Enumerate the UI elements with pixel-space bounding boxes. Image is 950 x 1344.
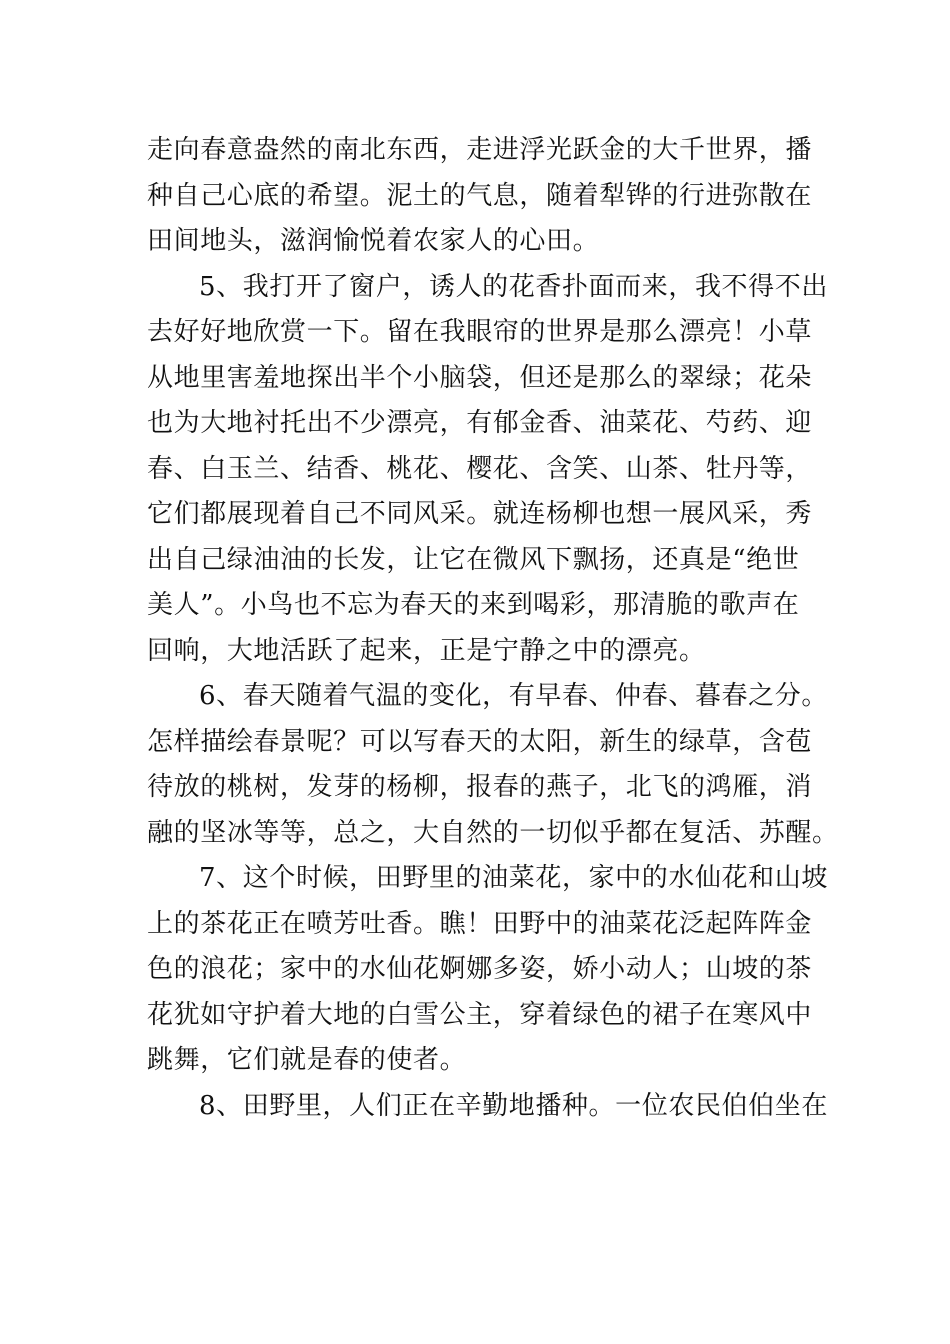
text-line: 田间地头，滋润愉悦着农家人的心田。 (147, 226, 600, 256)
text-line: 回响，大地活跃了起来，正是宁静之中的漂亮。 (147, 635, 706, 666)
text-line: 去好好地欣赏一下。留在我眼帘的世界是那么漂亮！小草 (147, 317, 813, 347)
text-line: 花犹如守护着大地的白雪公主，穿着绿色的裙子在寒风中 (147, 999, 813, 1030)
text-line: 融的坚冰等等，总之，大自然的一切似乎都在复活、苏醒。 (147, 817, 839, 848)
text-line: 上的茶花正在喷芳吐香。瞧！田野中的油菜花泛起阵阵金 (147, 908, 813, 939)
paragraph-6-start: 6、春天随着气温的变化，有早春、仲春、暮春之分。 (199, 681, 828, 711)
text-line: 美人”。小鸟也不忘为春天的来到喝彩，那清脆的歌声在 (147, 590, 800, 620)
text-line: 走向春意盎然的南北东西，走进浮光跃金的大千世界，播 (147, 135, 813, 165)
text-line: 也为大地衬托出不少漂亮，有郁金香、油菜花、芍药、迎 (147, 408, 813, 438)
text-line: 跳舞，它们就是春的使者。 (147, 1045, 467, 1075)
text-line: 春、白玉兰、结香、桃花、樱花、含笑、山茶、牡丹等， (147, 453, 813, 484)
text-line: 待放的桃树，发芽的杨柳，报春的燕子，北飞的鸿雁，消 (147, 772, 813, 802)
paragraph-7-start: 7、这个时候，田野里的油菜花，家中的水仙花和山坡 (199, 863, 828, 893)
text-line: 从地里害羞地探出半个小脑袋，但还是那么的翠绿；花朵 (147, 362, 813, 393)
text-line: 色的浪花；家中的水仙花婀娜多姿，娇小动人；山坡的茶 (147, 954, 813, 984)
text-line: 出自己绿油油的长发，让它在微风下飘扬，还真是“绝世 (147, 544, 800, 575)
paragraph-8-start: 8、田野里，人们正在辛勤地播种。一位农民伯伯坐在 (199, 1090, 828, 1121)
document-body (147, 128, 839, 1129)
text-line: 怎样描绘春景呢？可以写春天的太阳，新生的绿草，含苞 (147, 726, 813, 757)
text-line: 它们都展现着自己不同风采。就连杨柳也想一展风采，秀 (147, 499, 813, 529)
paragraph-5-start: 5、我打开了窗户，诱人的花香扑面而来，我不得不出 (199, 271, 828, 302)
text-line: 种自己心底的希望。泥土的气息，随着犁铧的行进弥散在 (147, 180, 813, 211)
